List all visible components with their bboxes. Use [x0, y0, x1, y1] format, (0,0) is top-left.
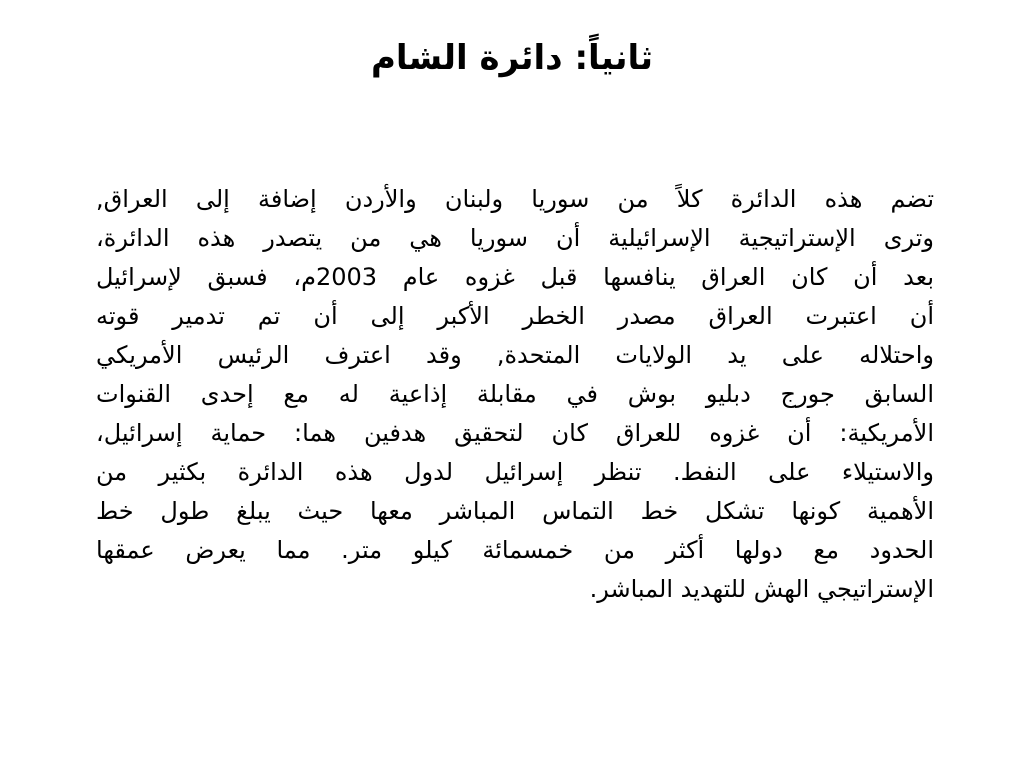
slide-body-text [96, 180, 934, 609]
body-line-3: بعد أن كان العراق ينافسها قبل غزوه عام 2003م، فسبق لإسرائيل [96, 263, 934, 291]
body-line-2: وترى الإستراتيجية الإسرائيلية أن سوريا هي من يتصدر هذه الدائرة، [96, 224, 934, 252]
body-line-5: واحتلاله على يد الولايات المتحدة, وقد اعترف الرئيس الأمريكي [96, 341, 934, 369]
slide-title: ثانياً: دائرة الشام [370, 38, 653, 78]
body-line-7: الأمريكية: أن غزوه للعراق كان لتحقيق هدفين هما: حماية إسرائيل، [96, 419, 934, 447]
body-line-4: أن اعتبرت العراق مصدر الخطر الأكبر إلى أن تم تدمير قوته [96, 302, 934, 330]
body-line-9: الأهمية كونها تشكل خط التماس المباشر معها حيث يبلغ طول خط [96, 497, 934, 525]
body-line-11: الإستراتيجي الهش للتهديد المباشر. [589, 575, 934, 603]
body-line-8: والاستيلاء على النفط. تنظر إسرائيل لدول هذه الدائرة بكثير من [96, 458, 934, 486]
body-line-1: تضم هذه الدائرة كلاً من سوريا ولبنان والأردن إضافة إلى العراق, [96, 185, 934, 213]
body-line-6: السابق جورج دبليو بوش في مقابلة إذاعية له مع إحدى القنوات [96, 380, 934, 408]
body-line-10: الحدود مع دولها أكثر من خمسمائة كيلو متر. مما يعرض عمقها [96, 536, 934, 564]
